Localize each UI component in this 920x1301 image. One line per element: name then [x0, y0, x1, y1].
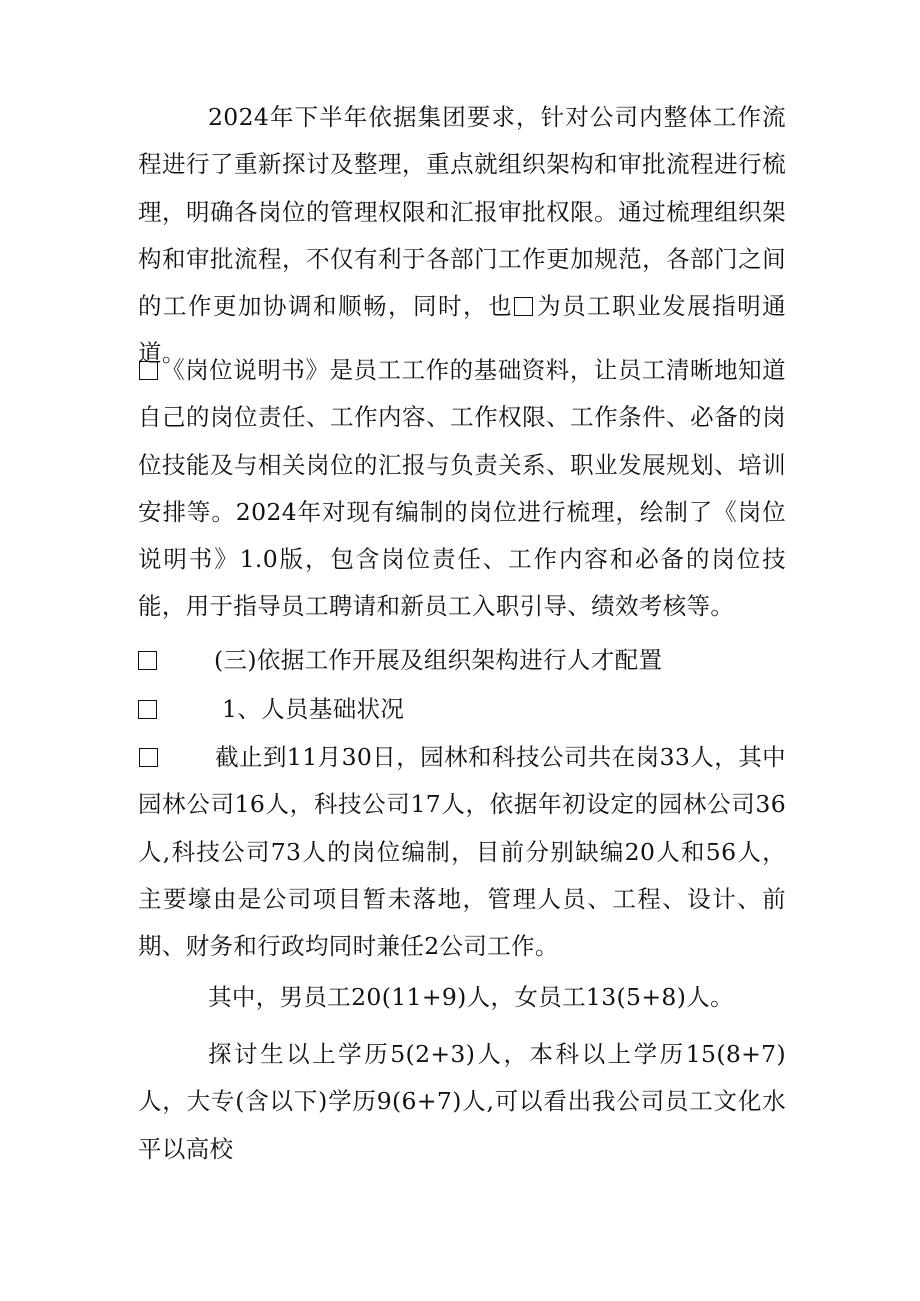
missing-glyph-box — [138, 700, 157, 719]
paragraph-education — [138, 1031, 786, 1173]
paragraph-gender-text: 其中，男员工20(11+9)人，女员工13(5+8)人。 — [208, 983, 734, 1011]
section-heading-staff-status — [138, 686, 786, 733]
section-heading-talent-allocation — [138, 637, 786, 684]
section-heading-talent-allocation-text: (三)依据工作开展及组织架构进行人才配置 — [214, 646, 663, 674]
missing-glyph-box — [138, 651, 157, 670]
missing-glyph-box — [514, 297, 533, 316]
paragraph-gender — [138, 974, 786, 1021]
paragraph-workflow-text-end: 为员工职业发展指明通道。 — [138, 292, 786, 368]
paragraph-job-description-text: 《岗位说明书》是员工工作的基础资料，让员工清晰地知道自己的岗位责任、工作内容、工作权限、工作条件、必备的岗位技能及与相关岗位的汇报与负责关系、职业发展规划、培训安排等。2024年对现有编制的岗位进行梳理，绘制了《岗位说明书》1.0版，包含岗位责任、工作内容和必备的岗位技能，用于指导员工聘请和新员工入职引导、绩效考核等。 — [138, 356, 786, 621]
missing-glyph-box — [139, 361, 158, 380]
paragraph-workflow-text: 2024年下半年依据集团要求，针对公司内整体工作流程进行了重新探讨及整理，重点就组织架构和审批流程进行梳理，明确各岗位的管理权限和汇报审批权限。通过梳理组织架构和审批流程，不仅有利于各部门工作更加规范，各部门之间的工作更加协调和顺畅，同时，也 — [138, 103, 786, 321]
paragraph-headcount — [138, 734, 786, 970]
section-heading-staff-status-text: 1、人员基础状况 — [222, 695, 405, 723]
paragraph-headcount-text: 截止到11月30日，园林和科技公司共在岗33人，其中园林公司16人，科技公司17人，依据年初设定的园林公司36人,科技公司73人的岗位编制，目前分别缺编20人和56人，主要壕由是公司项目暂未落地，管理人员、工程、设计、前期、财务和行政均同时兼任2公司工作。 — [138, 743, 786, 961]
paragraph-job-description — [138, 347, 786, 631]
paragraph-education-text: 探讨生以上学历5(2+3)人，本科以上学历15(8+7)人，大专(含以下)学历9(6+7)人,可以看出我公司员工文化水平以高校 — [138, 1040, 786, 1163]
missing-glyph-box — [139, 748, 158, 767]
paragraph-workflow — [138, 94, 786, 378]
